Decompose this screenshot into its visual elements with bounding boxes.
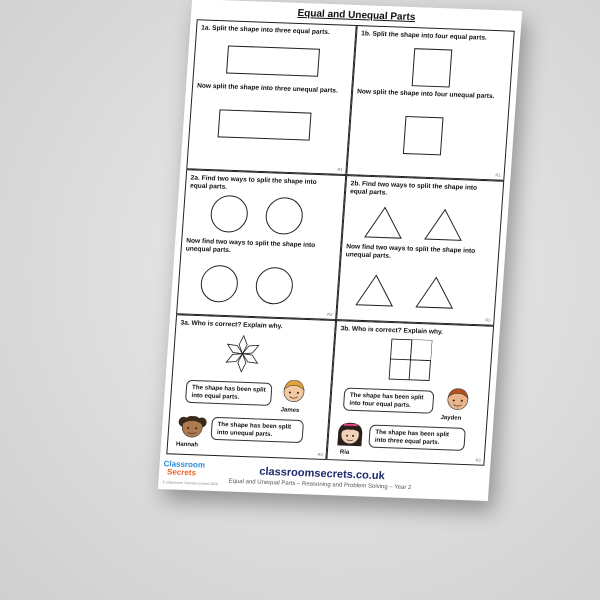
page-code: R2 <box>485 317 491 323</box>
jayden-avatar <box>443 385 473 416</box>
name-james: James <box>280 407 300 414</box>
logo-line-2: Secrets <box>166 467 197 478</box>
footer-url: classroomsecrets.co.uk <box>258 465 386 483</box>
question-3a-panel <box>166 311 336 460</box>
name-jayden: Jayden <box>440 415 462 422</box>
triangle-shape-4 <box>416 277 454 308</box>
question-2a-prompt-2: Now find two ways to split the shape into unequal parts. <box>185 237 316 255</box>
question-2b-panel <box>336 175 504 326</box>
question-1a-panel <box>186 19 357 175</box>
triangle-shape-1 <box>365 207 403 238</box>
speech-bubble-hannah: The shape has been split into unequal parts. <box>210 417 304 443</box>
worksheet-page <box>158 0 522 501</box>
question-3b-prompt: 3b. Who is correct? Explain why. <box>340 325 444 336</box>
hannah-avatar <box>176 412 208 443</box>
triangle-shape-3 <box>356 275 394 306</box>
speech-bubble-ria: The shape has been split into three equal parts. <box>368 425 466 451</box>
ria-avatar <box>334 419 366 450</box>
question-3a-prompt: 3a. Who is correct? Explain why. <box>180 319 283 331</box>
star-rhombus-shape <box>215 331 270 377</box>
circle-shape-4 <box>255 267 294 304</box>
rectangle-shape-bottom <box>218 109 312 140</box>
question-1b-prompt: 1b. Split the shape into four equal parts. <box>360 30 488 42</box>
logo-line-1: Classroom <box>163 459 206 470</box>
rectangle-shape-top <box>226 45 320 76</box>
question-1a-prompt: 1a. Split the shape into three equal parts. <box>200 24 331 37</box>
question-1b-prompt-2: Now split the shape into four unequal parts. <box>356 88 495 101</box>
circle-shape-1 <box>210 195 249 232</box>
page-code: R3 <box>475 457 481 463</box>
triangle-shape-2 <box>425 209 463 240</box>
james-avatar <box>279 377 309 408</box>
question-1a-prompt-2: Now split the shape into three unequal parts. <box>196 82 339 95</box>
circle-shape-2 <box>265 197 304 234</box>
question-2b-prompt-2: Now find two ways to split the shape into unequal parts. <box>345 243 476 260</box>
question-2b-prompt: 2b. Find two ways to split the shape into equal parts. <box>349 180 478 197</box>
split-square-shape <box>387 337 438 385</box>
page-code: R2 <box>327 311 333 317</box>
page-code: R1 <box>495 172 501 178</box>
square-shape-top <box>412 48 453 87</box>
classroom-secrets-logo <box>163 459 206 481</box>
worksheet-title: Equal and Unequal Parts <box>297 7 416 24</box>
speech-bubble-james: The shape has been split into equal parts. <box>185 380 273 406</box>
footer-subtitle: Equal and Unequal Parts – Reasoning and Problem Solving – Year 2 <box>228 478 412 492</box>
name-ria: Ria <box>339 449 350 456</box>
question-1b-panel <box>346 25 515 181</box>
circle-shape-3 <box>200 265 239 302</box>
square-shape-bottom <box>403 116 444 155</box>
copyright-text: © Classroom Secrets Limited 2019 <box>162 480 219 487</box>
page-code: R3 <box>317 451 323 457</box>
question-2a-prompt: 2a. Find two ways to split the shape into equal parts. <box>189 174 317 191</box>
name-hannah: Hannah <box>175 441 199 449</box>
speech-bubble-jayden: The shape has been split into four equal parts. <box>343 388 435 414</box>
question-3b-panel <box>326 320 494 466</box>
question-2a-panel <box>176 166 346 320</box>
page-code: R1 <box>337 166 343 172</box>
